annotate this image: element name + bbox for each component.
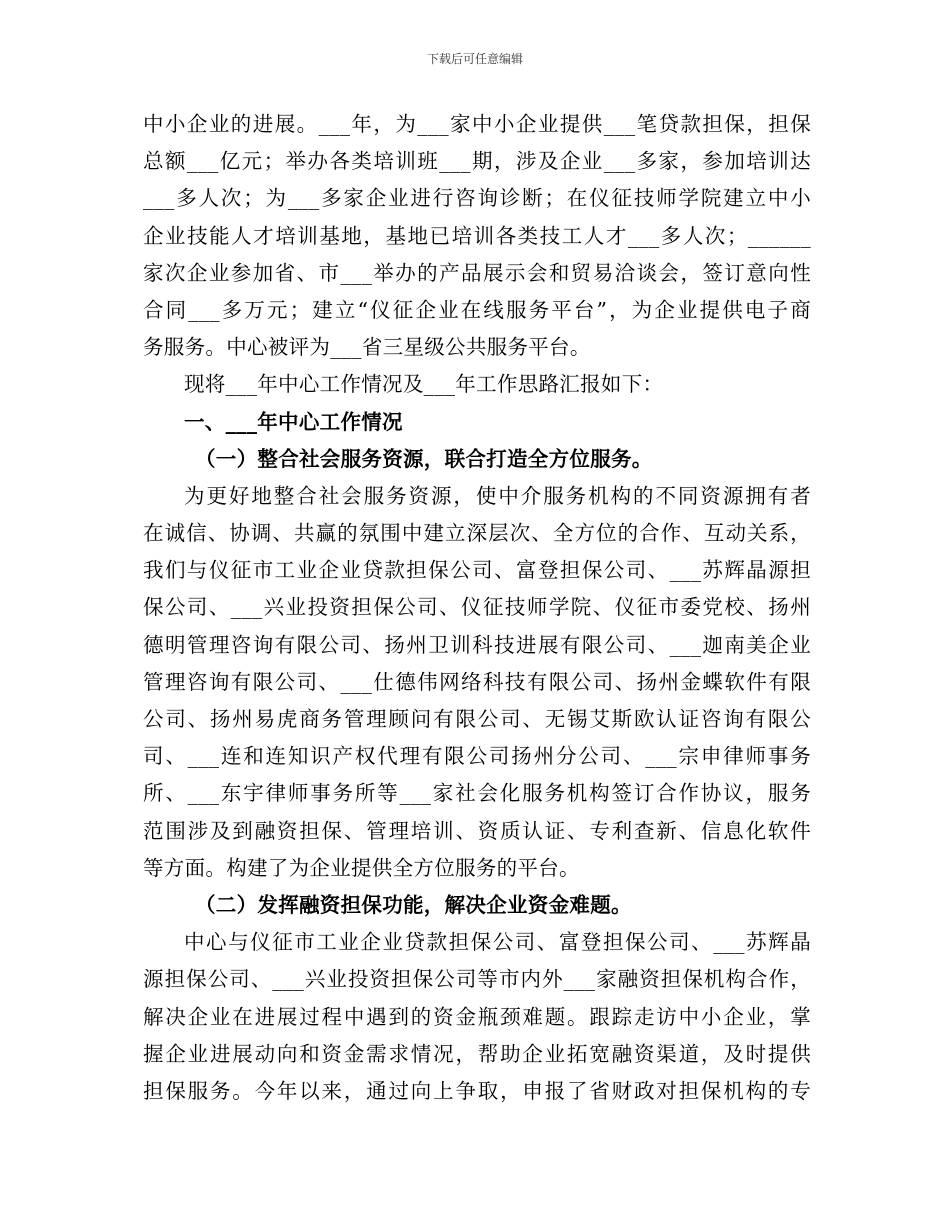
subsection-heading: （一）整合社会服务资源，联合打造全方位服务。	[195, 446, 653, 471]
text-line: 我们与仪征市工业企业贷款担保公司、富登担保公司、___苏辉晶源担	[143, 558, 811, 583]
text-line: 家次企业参加省、市___举办的产品展示会和贸易洽谈会，签订意向性	[143, 260, 811, 285]
text-line: 总额___亿元；举办各类培训班___期，涉及企业___多家，参加培训达	[143, 149, 811, 174]
text-line: 等方面。构建了为企业提供全方位服务的平台。	[143, 855, 580, 880]
text-line: 司、___连和连知识产权代理有限公司扬州分公司、___宗申律师事务	[143, 744, 811, 769]
text-line: 源担保公司、___兴业投资担保公司等市内外___家融资担保机构合作，	[143, 967, 811, 992]
text-line: ___多人次；为___多家企业进行咨询诊断；在仪征技师学院建立中小	[143, 186, 811, 211]
text-line: 现将___年中心工作情况及___年工作思路汇报如下：	[184, 372, 664, 397]
text-line: 中小企业的进展。___年，为___家中小企业提供___笔贷款担保，担保	[143, 112, 811, 136]
subsection-heading: （二）发挥融资担保功能，解决企业资金难题。	[195, 892, 632, 917]
document-body	[143, 106, 811, 1110]
text-line: 所、___东宇律师事务所等___家社会化服务机构签订合作协议，服务	[143, 781, 811, 806]
text-line: 握企业进展动向和资金需求情况，帮助企业拓宽融资渠道，及时提供	[143, 1041, 811, 1066]
text-line: 企业技能人才培训基地，基地已培训各类技工人才___多人次；______	[143, 223, 811, 248]
text-line: 管理咨询有限公司、___仕德伟网络科技有限公司、扬州金蝶软件有限	[143, 669, 811, 694]
text-line: 为更好地整合社会服务资源，使中介服务机构的不同资源拥有者	[184, 483, 811, 508]
section-heading: 一、___年中心工作情况	[184, 409, 403, 434]
text-line: 德明管理咨询有限公司、扬州卫训科技进展有限公司、___迦南美企业	[143, 632, 811, 657]
page-header: 下载后可任意编辑	[426, 52, 523, 66]
text-line: 合同___多万元；建立“仪征企业在线服务平台”，为企业提供电子商	[143, 297, 811, 322]
text-line: 解决企业在进展过程中遇到的资金瓶颈难题。跟踪走访中小企业，掌	[143, 1004, 811, 1029]
text-line: 保公司、___兴业投资担保公司、仪征技师学院、仪征市委党校、扬州	[143, 595, 811, 620]
text-line: 范围涉及到融资担保、管理培训、资质认证、专利查新、信息化软件	[143, 818, 811, 843]
text-line: 担保服务。今年以来，通过向上争取，申报了省财政对担保机构的专	[143, 1078, 811, 1103]
text-line: 中心与仪征市工业企业贷款担保公司、富登担保公司、___苏辉晶	[184, 930, 811, 955]
text-line: 公司、扬州易虎商务管理顾问有限公司、无锡艾斯欧认证咨询有限公	[143, 707, 811, 731]
text-line: 在诚信、协调、共赢的氛围中建立深层次、全方位的合作、互动关系，	[143, 521, 811, 546]
text-line: 务服务。中心被评为___省三星级公共服务平台。	[143, 335, 591, 360]
